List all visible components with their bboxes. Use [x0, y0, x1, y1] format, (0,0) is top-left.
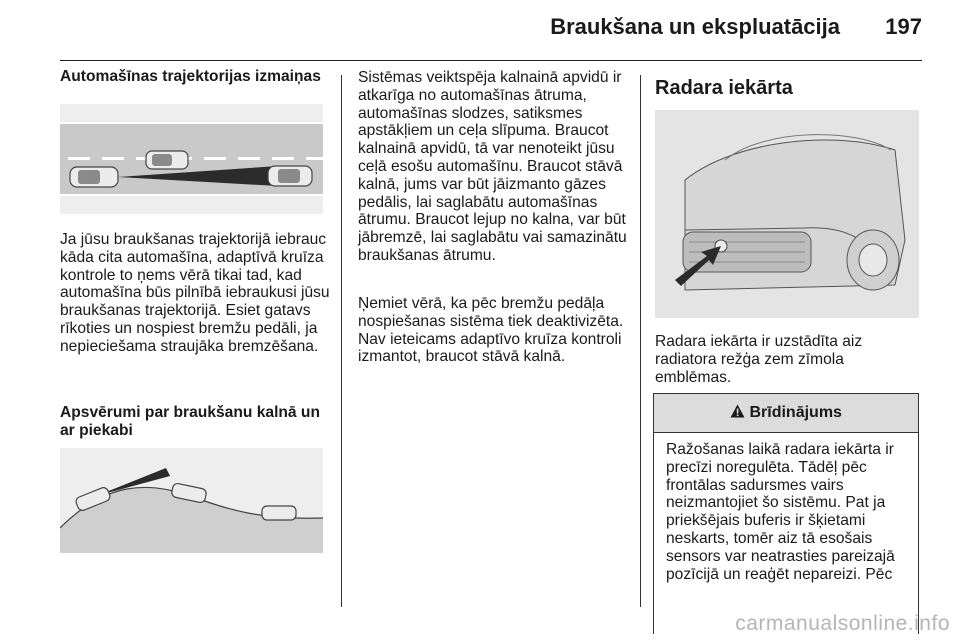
header-divider [60, 60, 922, 61]
warning-triangle-icon [730, 404, 749, 421]
paragraph-brake-deactivation: Ņemiet vērā, ka pēc bremžu pedāļa nospiešanas sistēma tiek deaktivizēta. Nav ieteicams adaptīvo kruīza kontroli izmantot, braucot stāvā kalnā. [358, 295, 624, 366]
paragraph-lane-change: Ja jūsu braukšanas trajektorijā iebrauc kāda cita automašīna, adaptīvā kruīza kontrole to ņems vērā tikai tad, kad automašīna būs pilnībā iebraukusi jūsu braukšanas trajektorijā. Esiet gatavs rīkoties un nospiest bremžu pedāli, ja nepieciešama straujāka bremzēšana. [60, 231, 330, 355]
warning-box [653, 393, 919, 634]
section-heading-hills: Apsvērumi par braukšanu kalnā un ar piekabi [60, 404, 320, 439]
warning-header [654, 394, 918, 433]
radar-location-illustration [655, 110, 919, 318]
column-divider-1 [341, 75, 342, 607]
section-heading-radar: Radara iekārta [655, 77, 793, 99]
column-divider-2 [640, 75, 641, 607]
hill-driving-illustration [60, 448, 323, 553]
lane-change-illustration [60, 104, 323, 214]
paragraph-hill-performance: Sistēmas veiktspēja kalnainā apvidū ir atkarīga no automašīnas ātruma, automašīnas slodzes, satiksmes apstākļiem un ceļa slīpuma. Braucot kalnainā apvidū, tā var nenoteikt jūsu ceļā esošu automašīnu. Braucot stāvā kalnā, jums var būt jāizmanto gāzes pedālis, lai saglabātu automašīnas ātrumu. Braucot lejup no kalna, var būt jābremzē, lai saglabātu vai samazinātu braukšanas ātrumu. [358, 69, 627, 264]
page-header-title: Braukšana un ekspluatācija [550, 14, 840, 39]
warning-text: Ražošanas laikā radara iekārta ir precīzi noregulēta. Tādēļ pēc frontālas sadursmes vairs neizmantojiet šo sistēmu. Pat ja priekšējais buferis ir šķietami neskarts, tomēr aiz tā esošais sensors var neatrasties pareizajā pozīcijā un reaģēt nepareizi. Pēc [666, 441, 895, 583]
warning-title: Brīdinājums [749, 404, 842, 421]
section-heading-trajectory: Automašīnas trajektorijas izmaiņas [60, 68, 321, 85]
paragraph-radar-location: Radara iekārta ir uzstādīta aiz radiatora režģa zem zīmola emblēmas. [655, 333, 863, 386]
watermark: carmanualsonline.info [735, 612, 950, 635]
page-number: 197 [885, 14, 922, 39]
